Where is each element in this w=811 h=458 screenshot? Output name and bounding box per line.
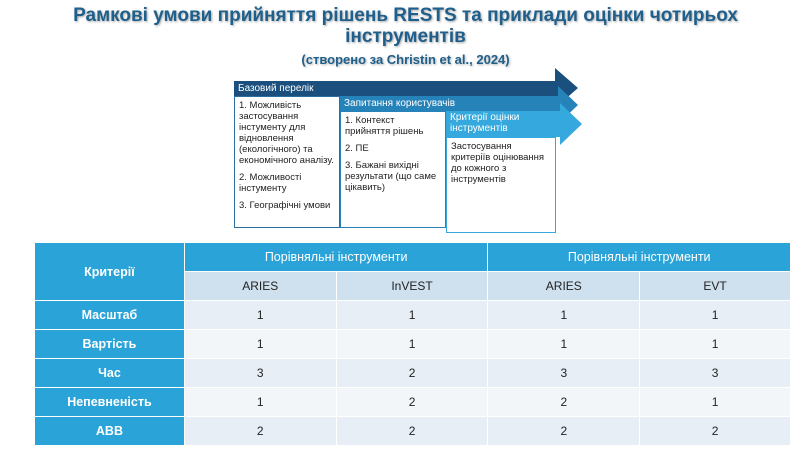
table-cell: 1 [488,301,640,330]
comparison-table [34,242,791,446]
table-row [35,301,791,330]
step2-box [340,111,446,228]
table-cell: 1 [336,301,488,330]
step1-item: 3. Географічні умови [239,200,331,211]
page-title-line1: Рамкові умови прийняття рішень RESTS та приклади оцінки чотирьох [73,5,738,26]
table-row [35,359,791,388]
step1-item: 1. Можливість застосування інстументу для відновлення (екологічного) та економічного аналізу. [239,100,334,166]
table-cell: 1 [640,301,791,330]
table-cell: 1 [640,330,791,359]
step1-item: 2. Можливості інстументу [239,172,302,194]
page-title-line2: інструментів [345,26,466,47]
step1-label: Базовий перелік [238,83,314,94]
step1-box [234,96,340,228]
table-cell: 3 [640,359,791,388]
table-cell: 1 [184,330,336,359]
criteria-header: Критерії [35,243,185,301]
table-row [35,330,791,359]
row-header: Масштаб [35,301,185,330]
group-header-1: Порівняльні інструменти [184,243,488,272]
table-cell: 3 [488,359,640,388]
step3-text: Застосування критеріїв оцінювання до кожного з інструментів [451,141,545,185]
table-cell: 2 [336,388,488,417]
step3-box [446,137,556,233]
step3-label: Критерії оцінки інструментів [450,112,520,134]
step2-item: 3. Бажані вихідні результати (що саме цікавить) [345,160,437,193]
tool-header: ARIES [184,272,336,301]
table-cell: 1 [336,330,488,359]
table-cell: 2 [488,417,640,446]
table-cell: 1 [488,330,640,359]
table-cell: 2 [488,388,640,417]
table-cell: 1 [640,388,791,417]
page-subtitle: (створено за Christin et al., 2024) [301,52,510,67]
row-header: Час [35,359,185,388]
step2-item: 2. ПЕ [345,143,369,154]
table-cell: 1 [184,388,336,417]
table-cell: 2 [184,417,336,446]
row-header: АВВ [35,417,185,446]
tool-header: InVEST [336,272,488,301]
table-cell: 1 [184,301,336,330]
row-header: Вартість [35,330,185,359]
table-row [35,417,791,446]
step2-label: Запитання користувачів [344,98,456,109]
table-row [35,388,791,417]
table-cell: 2 [336,359,488,388]
group-header-2: Порівняльні інструменти [488,243,791,272]
tool-header: ARIES [488,272,640,301]
table-cell: 2 [336,417,488,446]
table-cell: 3 [184,359,336,388]
table-cell: 2 [640,417,791,446]
tool-header: EVT [640,272,791,301]
step2-item: 1. Контекст прийняття рішень [345,115,424,137]
row-header: Непевненість [35,388,185,417]
